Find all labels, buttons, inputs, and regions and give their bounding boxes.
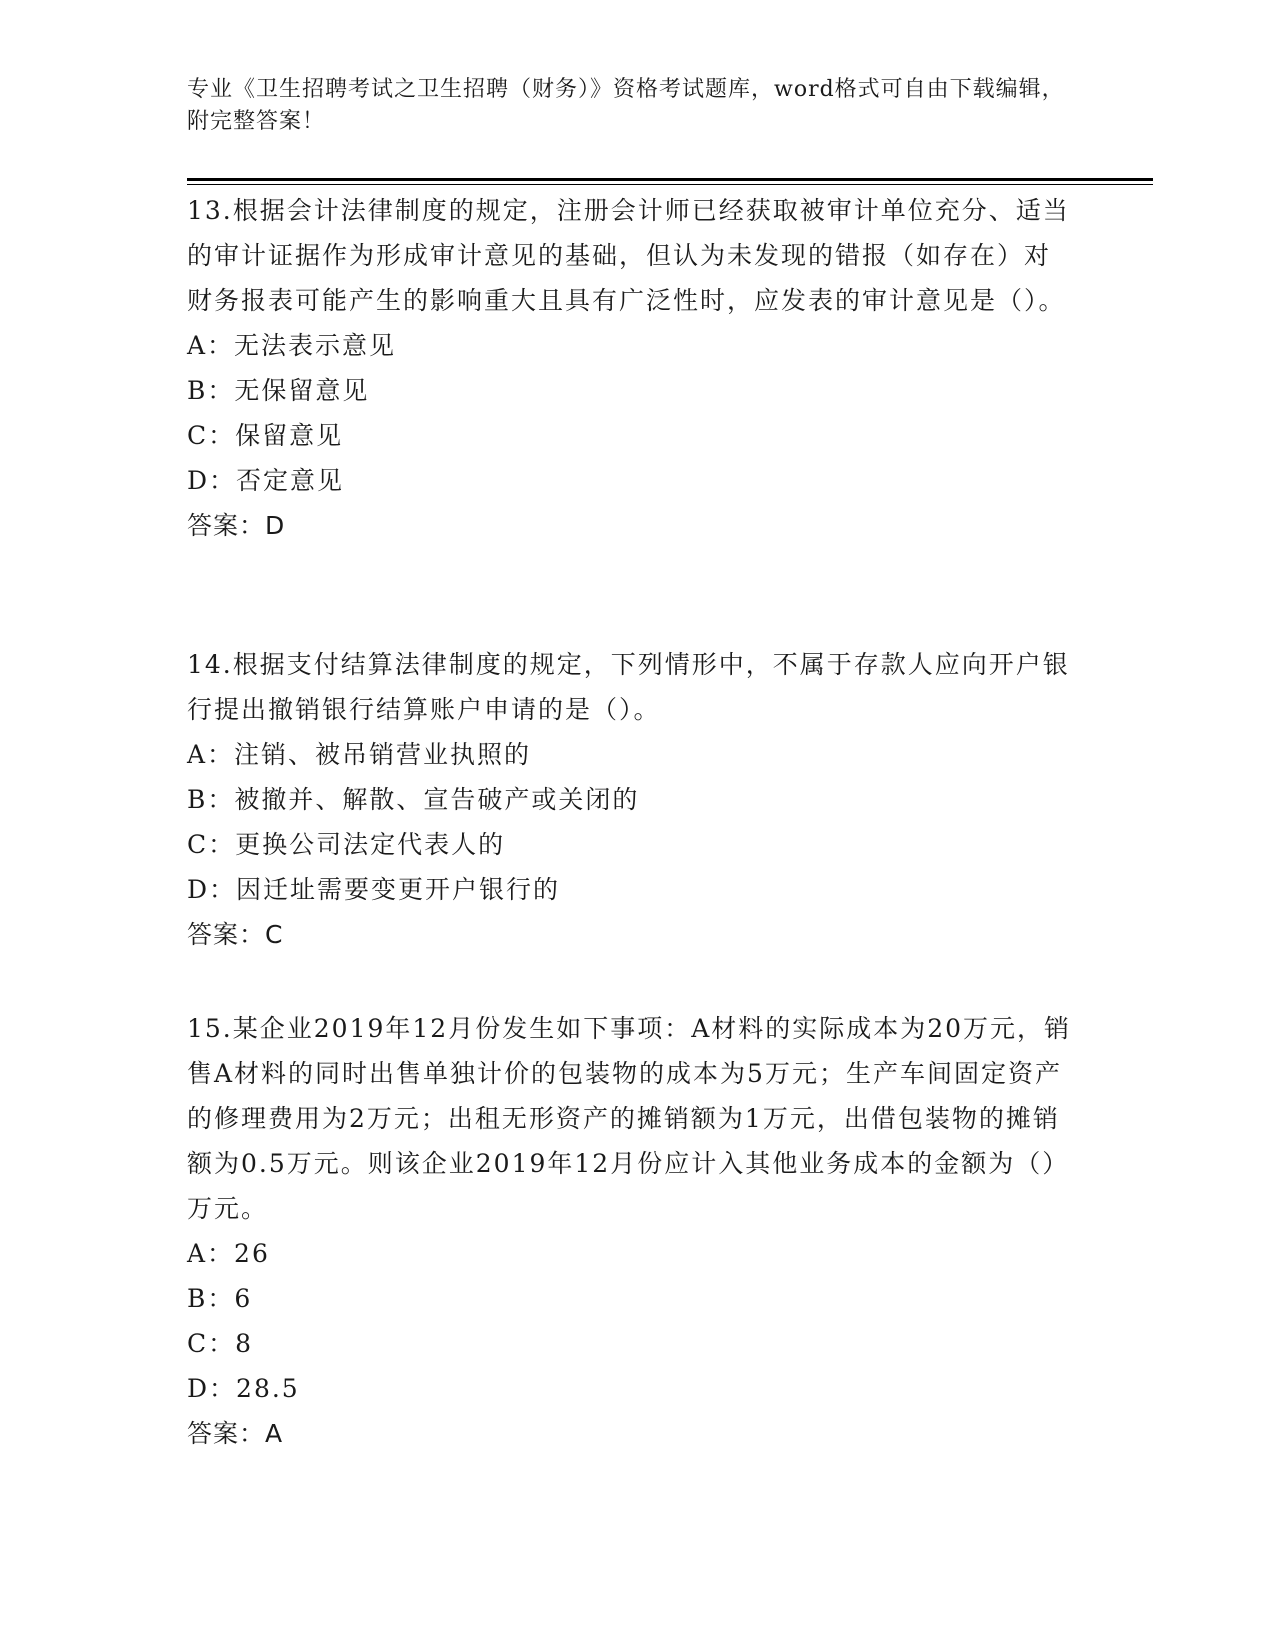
option-b: B：6 bbox=[187, 1284, 253, 1313]
question-15 bbox=[187, 1006, 1077, 1456]
header-divider-thick bbox=[187, 178, 1153, 181]
question-stem: 15.某企业2019年12月份发生如下事项：A材料的实际成本为20万元，销售A材料的同时出售单独计价的包装物的成本为5万元；生产车间固定资产的修理费用为2万元；出租无形资产的摊销额为1万元，出借包装物的摊销额为0.5万元。则该企业2019年12月份应计入其他业务成本的金额为（）万元。 bbox=[187, 1014, 1072, 1223]
question-14 bbox=[187, 642, 1077, 957]
header-divider-thin bbox=[187, 184, 1153, 185]
option-b: B：被撤并、解散、宣告破产或关闭的 bbox=[187, 785, 640, 814]
answer: 答案：D bbox=[187, 511, 286, 540]
answer: 答案：C bbox=[187, 920, 284, 949]
document-header: 专业《卫生招聘考试之卫生招聘（财务）》资格考试题库，word格式可自由下载编辑，附完整答案！ bbox=[187, 77, 1065, 134]
option-d: D：否定意见 bbox=[187, 466, 345, 495]
option-c: C：8 bbox=[187, 1329, 254, 1358]
question-stem: 14.根据支付结算法律制度的规定，下列情形中，不属于存款人应向开户银行提出撤销银行结算账户申请的是（）。 bbox=[187, 650, 1070, 724]
option-a: A：无法表示意见 bbox=[187, 331, 397, 360]
option-a: A：注销、被吊销营业执照的 bbox=[187, 740, 532, 769]
option-b: B：无保留意见 bbox=[187, 376, 370, 405]
question-13 bbox=[187, 188, 1077, 548]
option-c: C：更换公司法定代表人的 bbox=[187, 830, 506, 859]
option-c: C：保留意见 bbox=[187, 421, 344, 450]
question-stem: 13.根据会计法律制度的规定，注册会计师已经获取被审计单位充分、适当的审计证据作为形成审计意见的基础，但认为未发现的错报（如存在）对财务报表可能产生的影响重大且具有广泛性时，应发表的审计意见是（）。 bbox=[187, 196, 1070, 315]
option-d: D：因迁址需要变更开户银行的 bbox=[187, 875, 561, 904]
option-d: D：28.5 bbox=[187, 1374, 300, 1403]
option-a: A：26 bbox=[187, 1239, 270, 1268]
answer: 答案：A bbox=[187, 1419, 284, 1448]
